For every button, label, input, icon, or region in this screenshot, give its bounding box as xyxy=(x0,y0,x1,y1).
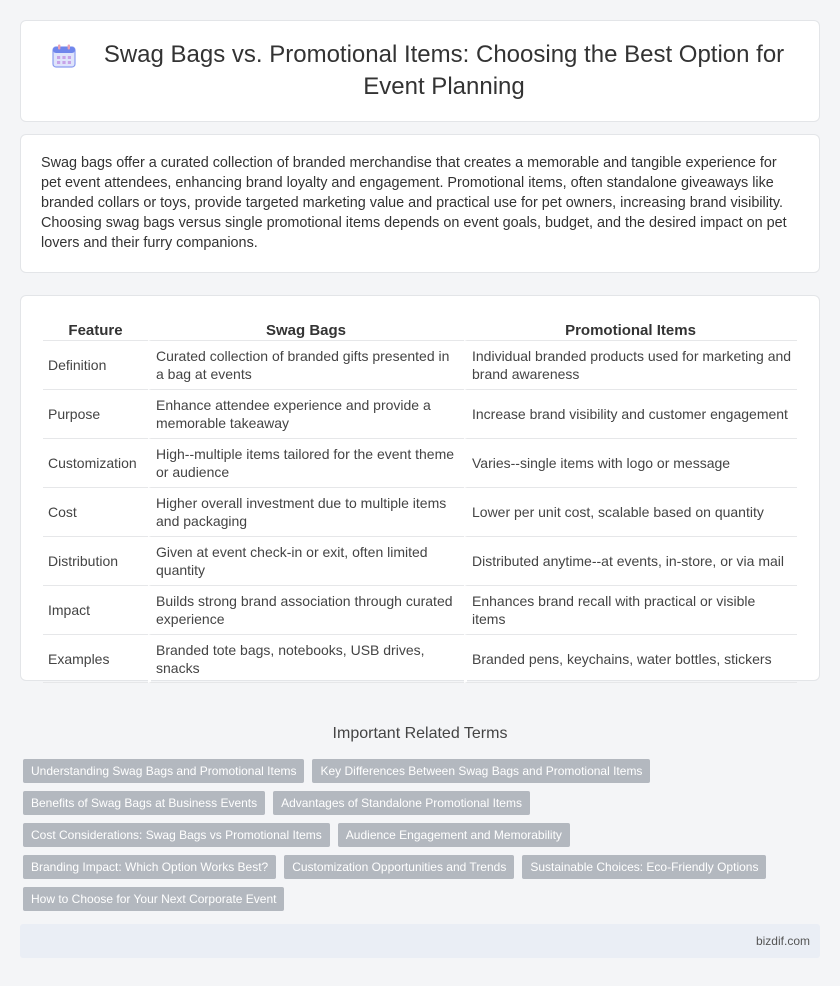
cell-promotional-items: Enhances brand recall with practical or visible items xyxy=(464,585,797,634)
cell-promotional-items: Varies--single items with logo or message xyxy=(464,438,797,487)
footer xyxy=(20,924,820,958)
related-term-tag[interactable]: Customization Opportunities and Trends xyxy=(284,855,514,879)
related-term-tag[interactable]: Cost Considerations: Swag Bags vs Promotional Items xyxy=(23,823,330,847)
related-term-tag[interactable]: Benefits of Swag Bags at Business Events xyxy=(23,791,265,815)
cell-promotional-items: Increase brand visibility and customer engagement xyxy=(464,389,797,438)
cell-swag-bags: Branded tote bags, notebooks, USB drives, snacks xyxy=(148,634,464,683)
intro-card xyxy=(20,134,820,273)
table-row xyxy=(43,340,797,389)
cell-swag-bags: Curated collection of branded gifts presented in a bag at events xyxy=(148,340,464,389)
related-term-tag[interactable]: Branding Impact: Which Option Works Best? xyxy=(23,855,276,879)
footer-site: bizdif.com xyxy=(755,934,810,948)
header-promotional-items: Promotional Items xyxy=(565,322,696,339)
table-row xyxy=(43,536,797,585)
related-term-tag[interactable]: Advantages of Standalone Promotional Items xyxy=(273,791,530,815)
table-row xyxy=(43,487,797,536)
cell-feature: Examples xyxy=(43,634,148,683)
cell-promotional-items: Individual branded products used for marketing and brand awareness xyxy=(464,340,797,389)
related-terms-list xyxy=(23,759,817,911)
cell-promotional-items: Branded pens, keychains, water bottles, stickers xyxy=(464,634,797,683)
cell-feature: Definition xyxy=(43,340,148,389)
cell-swag-bags: Higher overall investment due to multiple items and packaging xyxy=(148,487,464,536)
header xyxy=(51,39,789,103)
calendar-icon xyxy=(51,43,77,69)
cell-feature: Purpose xyxy=(43,389,148,438)
comparison-table xyxy=(43,318,797,683)
cell-feature: Customization xyxy=(43,438,148,487)
table-row xyxy=(43,438,797,487)
header-card xyxy=(20,20,820,122)
cell-feature: Cost xyxy=(43,487,148,536)
intro-paragraph: Swag bags offer a curated collection of branded merchandise that creates a memorable and tangible experience for pet event attendees, enhancing brand loyalty and engagement. Promotional items, often standalone giveaways like branded collars or toys, provide targeted marketing value and practical use for pet owners, increasing brand visibility. Choosing swag bags versus single promotional items depends on event goals, budget, and the desired impact on pet lovers and their furry companions. xyxy=(41,155,787,251)
related-term-tag[interactable]: Audience Engagement and Memorability xyxy=(338,823,570,847)
cell-swag-bags: Given at event check-in or exit, often limited quantity xyxy=(148,536,464,585)
cell-promotional-items: Distributed anytime--at events, in-store, or via mail xyxy=(464,536,797,585)
related-term-tag[interactable]: Sustainable Choices: Eco-Friendly Options xyxy=(522,855,766,879)
header-swag-bags: Swag Bags xyxy=(265,322,347,339)
related-term-tag[interactable]: Understanding Swag Bags and Promotional Items xyxy=(23,759,304,783)
header-feature: Feature xyxy=(68,322,123,339)
table-header-row xyxy=(43,318,797,340)
cell-feature: Distribution xyxy=(43,536,148,585)
related-term-tag[interactable]: Key Differences Between Swag Bags and Promotional Items xyxy=(312,759,650,783)
cell-swag-bags: High--multiple items tailored for the event theme or audience xyxy=(148,438,464,487)
page-title: Swag Bags vs. Promotional Items: Choosing the Best Option for Event Planning xyxy=(103,41,785,100)
related-terms-title: Important Related Terms xyxy=(332,725,508,742)
table-row xyxy=(43,634,797,683)
cell-swag-bags: Builds strong brand association through curated experience xyxy=(148,585,464,634)
cell-feature: Impact xyxy=(43,585,148,634)
related-term-tag[interactable]: How to Choose for Your Next Corporate Event xyxy=(23,887,284,911)
cell-promotional-items: Lower per unit cost, scalable based on quantity xyxy=(464,487,797,536)
table-row xyxy=(43,389,797,438)
table-row xyxy=(43,585,797,634)
cell-swag-bags: Enhance attendee experience and provide a memorable takeaway xyxy=(148,389,464,438)
comparison-table-card xyxy=(20,295,820,681)
